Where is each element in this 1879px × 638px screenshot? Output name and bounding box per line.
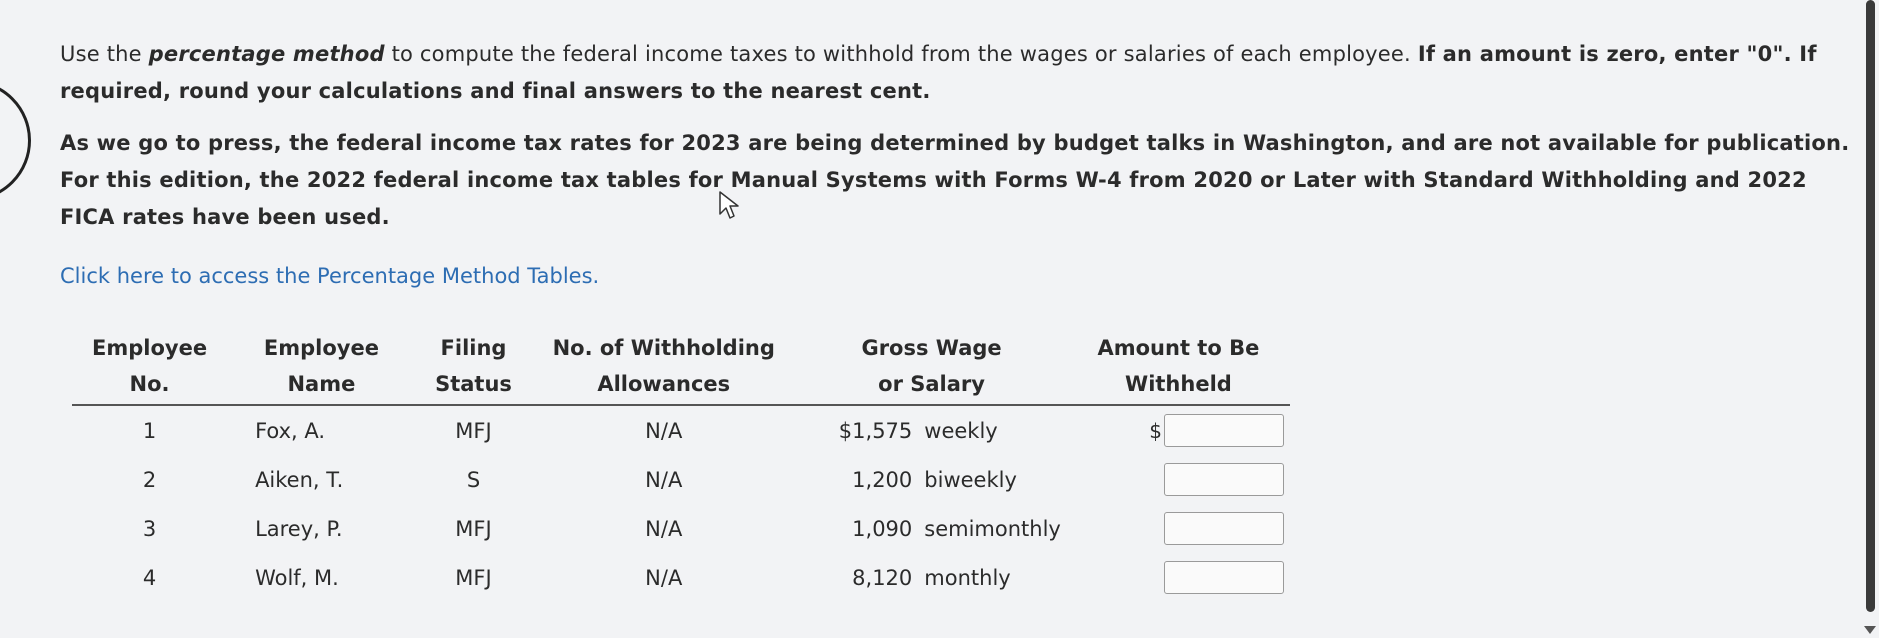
header-employee-name: Employee Name xyxy=(227,330,416,405)
employee-name: Aiken, T. xyxy=(255,467,344,492)
allowances: N/A xyxy=(645,516,683,541)
pay-period: biweekly xyxy=(924,467,1017,492)
employee-no: 4 xyxy=(142,565,157,590)
question-content xyxy=(60,36,1850,288)
mouse-pointer-icon xyxy=(718,190,744,220)
amount-cell xyxy=(1067,405,1290,455)
amount-cell xyxy=(1067,455,1290,504)
instructions-mid: to compute the federal income taxes to withhold from the wages or salaries of each employee. xyxy=(384,42,1418,66)
pay-period: monthly xyxy=(924,565,1011,590)
amount-cell xyxy=(1067,504,1290,553)
table-row xyxy=(72,455,1290,504)
scrollbar-thumb[interactable] xyxy=(1866,0,1875,612)
dollar-sign: $ xyxy=(1149,418,1162,443)
table-row xyxy=(72,553,1290,602)
table-header-row xyxy=(72,330,1290,405)
employee-name: Fox, A. xyxy=(255,418,326,443)
instructions-paragraph xyxy=(60,36,1850,110)
employee-no: 3 xyxy=(142,516,157,541)
press-note-paragraph: As we go to press, the federal income tax rates for 2023 are being determined by budget talks in Washington, and are not available for publication. For this edition, the 2022 federal income tax tables for Manual Systems with Forms W-4 from 2020 or Later with Standard Withholding and 2022 FICA rates have been used. xyxy=(60,131,1850,229)
instructions-bold: If an amount is zero, enter "0". If required, round your calculations and final answers to the nearest cent. xyxy=(60,42,1817,103)
filing-status: MFJ xyxy=(455,516,492,541)
header-allowances: No. of Withholding Allowances xyxy=(531,330,796,405)
pay-period: weekly xyxy=(924,418,998,443)
withholding-table xyxy=(72,330,1290,602)
percentage-tables-link[interactable]: Click here to access the Percentage Method Tables. xyxy=(60,264,600,288)
gross-amount: 1,200 xyxy=(852,467,913,492)
instructions-emphasis: percentage method xyxy=(148,42,385,66)
employee-name: Larey, P. xyxy=(255,516,343,541)
table-row xyxy=(72,405,1290,455)
amount-cell xyxy=(1067,553,1290,602)
allowances: N/A xyxy=(645,418,683,443)
gross-amount: 8,120 xyxy=(852,565,913,590)
allowances: N/A xyxy=(645,565,683,590)
header-amount-withheld: Amount to Be Withheld xyxy=(1067,330,1290,405)
employee-no: 2 xyxy=(142,467,157,492)
gross-wage xyxy=(796,455,1067,504)
employee-name: Wolf, M. xyxy=(255,565,339,590)
employee-no: 1 xyxy=(142,418,157,443)
gross-wage xyxy=(796,405,1067,455)
pay-period: semimonthly xyxy=(924,516,1061,541)
vertical-scrollbar[interactable] xyxy=(1863,0,1879,638)
filing-status: MFJ xyxy=(455,565,492,590)
header-filing-status: Filing Status xyxy=(416,330,531,405)
partial-circle-graphic xyxy=(0,80,31,201)
gross-amount: 1,090 xyxy=(852,516,913,541)
header-employee-no: Employee No. xyxy=(72,330,227,405)
amount-withheld-input-4[interactable] xyxy=(1164,561,1284,594)
gross-wage xyxy=(796,504,1067,553)
header-gross-wage: Gross Wage or Salary xyxy=(796,330,1067,405)
gross-amount: $1,575 xyxy=(838,418,913,443)
amount-withheld-input-3[interactable] xyxy=(1164,512,1284,545)
amount-withheld-input-1[interactable] xyxy=(1164,414,1284,447)
gross-wage xyxy=(796,553,1067,602)
filing-status: MFJ xyxy=(455,418,492,443)
amount-withheld-input-2[interactable] xyxy=(1164,463,1284,496)
instructions-prefix: Use the xyxy=(60,42,149,66)
allowances: N/A xyxy=(645,467,683,492)
filing-status: S xyxy=(466,467,481,492)
table-row xyxy=(72,504,1290,553)
scroll-down-arrow-icon[interactable] xyxy=(1864,626,1876,634)
